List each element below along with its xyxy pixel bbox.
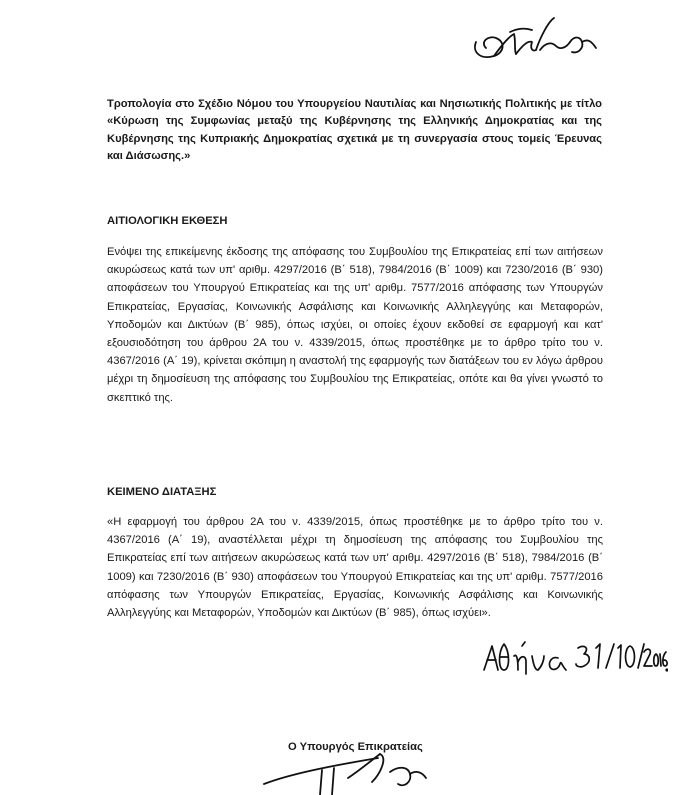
section-heading-rationale: ΑΙΤΙΟΛΟΓΙΚΗ ΕΚΘΕΣΗ bbox=[107, 215, 228, 227]
place-date-handwritten bbox=[478, 640, 668, 678]
provision-paragraph: «Η εφαρμογή του άρθρου 2Α του ν. 4339/2015, όπως προστέθηκε με το άρθρο τρίτο του ν. 4367/2016 (Α΄ 19), αναστέλλεται μέχρι τη δημοσίευση της απόφασης του Συμβουλίου της Επικρατείας επί των αιτήσεων ακυρώσεως κατά των υπ' αριθμ. 4297/2016 (Β΄ 518), 7984/2016 (Β΄ 1009) και 7230/2016 (Β΄ 930) αποφάσεων του Υπουργού Επικρατείας και της υπ' αριθμ. 7577/2016 απόφασης των Υπουργών Επικρατείας, Εργασίας, Κοινωνικής Ασφάλισης και Κοινωνικής Αλληλεγγύης και Μεταφορών, Υποδομών και Δικτύων (Β΄ 985), όπως ισχύει». bbox=[107, 516, 603, 620]
document-title: Τροπολογία στο Σχέδιο Νόμου του Υπουργείου Ναυτιλίας και Νησιωτικής Πολιτικής με τίτλο «Κύρωση της Συμφωνίας μεταξύ της Κυβέρνησης της Ελληνικής Δημοκρατίας και της Κυβέρνησης της Κυπριακής Δημοκρατίας σχετικά με τη συνεργασία στους τομείς Έρευνας και Διάσωσης.» bbox=[107, 98, 602, 163]
signature-bottom bbox=[260, 748, 430, 795]
signature-top bbox=[470, 12, 600, 74]
rationale-paragraph: Ενόψει της επικείμενης έκδοσης της απόφασης του Συμβουλίου της Επικρατείας επί των αιτήσεων ακυρώσεως κατά των υπ' αριθμ. 4297/2016 (Β΄ 518), 7984/2016 (Β΄ 1009) και 7230/2016 (Β΄ 930) αποφάσεων του Υπουργού Επικρατείας και της υπ' αριθμ. 7577/2016 απόφασης των Υπουργών Επικρατείας, Εργασίας, Κοινωνικής Ασφάλισης και Κοινωνικής Αλληλεγγύης και Μεταφορών, Υποδομών και Δικτύων (Β΄ 985), όπως ισχύει, οι οποίες έχουν εκδοθεί σε εφαρμογή και κατ' εξουσιοδότηση του άρθρου 2Α του ν. 4339/2015, όπως προστέθηκε με το άρθρο τρίτο του ν. 4367/2016 (Α΄ 19), κρίνεται σκόπιμη η αναστολή της εφαρμογής των διατάξεων του εν λόγω άρθρου μέχρι τη δημοσίευση της απόφασης του Συμβουλίου της Επικρατείας, οπότε και θα γίνει γνωστό το σκεπτικό της. bbox=[107, 246, 603, 404]
signer-title: Ο Υπουργός Επικρατείας bbox=[288, 741, 423, 753]
place-date-handwriting bbox=[478, 640, 668, 678]
section-heading-provision: ΚΕΙΜΕΝΟ ΔΙΑΤΑΞΗΣ bbox=[107, 486, 217, 498]
